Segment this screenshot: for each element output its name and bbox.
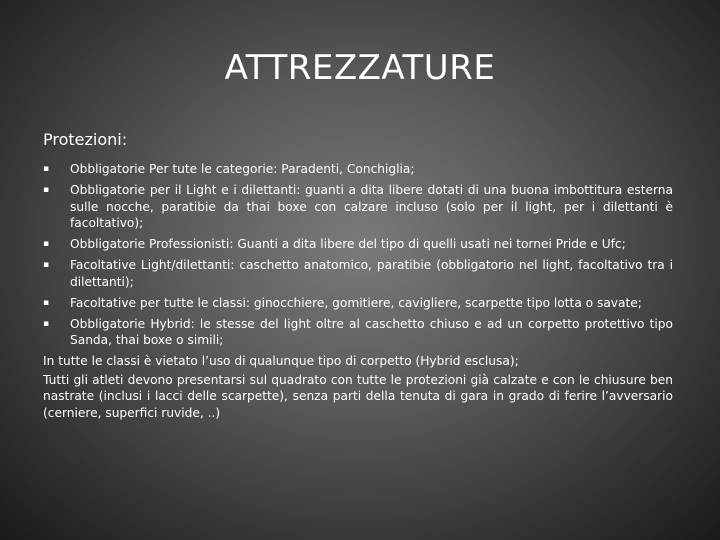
- bullet-text: Obbligatorie per il Light e i dilettanti: guanti a dita libere dotati di una buona imbottitura esterna sulle nocche, paratibie da thai boxe con calzare incluso (solo per il light, per i dilettanti è facoltativo);: [70, 183, 673, 230]
- bullet-text: Obbligatorie Per tute le categorie: Paradenti, Conchiglia;: [70, 162, 415, 176]
- bullet-text: Obbligatorie Professionisti: Guanti a dita libere del tipo di quelli usati nei tornei Pride e Ufc;: [70, 237, 626, 251]
- body-paragraph: In tutte le classi è vietato l’uso di qualunque tipo di corpetto (Hybrid esclusa);: [43, 354, 519, 368]
- bullet-item: [43, 236, 673, 253]
- bullet-text: Facoltative Light/dilettanti: caschetto anatomico, paratibie (obbligatorio nel light, facoltativo tra i dilettanti);: [70, 258, 673, 289]
- bullet-item: [43, 295, 673, 312]
- bullet-item: [43, 182, 673, 232]
- bullet-text: Obbligatorie Hybrid: le stesse del light oltre al caschetto chiuso e ad un corpetto protettivo tipo Sanda, thai boxe o simili;: [70, 316, 673, 347]
- body-paragraph: Tutti gli atleti devono presentarsi sul quadrato con tutte le protezioni già calzate e con le chiusure ben nastrate (inclusi i lacci delle scarpette), senza parti della tenuta di gara in grado di ferire l’avversario (cerniere, superfici ruvide, ..): [43, 372, 673, 420]
- bullet-icon: ▪: [43, 318, 50, 329]
- bullet-text: Facoltative per tutte le classi: ginocchiere, gomitiere, cavigliere, scarpette tipo lotta o savate;: [70, 295, 642, 310]
- bullet-item: [43, 316, 673, 349]
- bullet-item: [43, 257, 673, 290]
- bullet-icon: ▪: [43, 185, 50, 195]
- slide-title: ATTREZZATURE: [224, 48, 496, 88]
- bullet-list: [43, 161, 673, 349]
- bullet-icon: ▪: [43, 297, 50, 308]
- bullet-item: [43, 161, 673, 178]
- slide-content: [43, 128, 673, 421]
- bullet-icon: ▪: [43, 260, 50, 270]
- section-heading: Protezioni:: [43, 130, 128, 149]
- bullet-icon: ▪: [43, 164, 50, 174]
- bullet-icon: ▪: [43, 239, 50, 249]
